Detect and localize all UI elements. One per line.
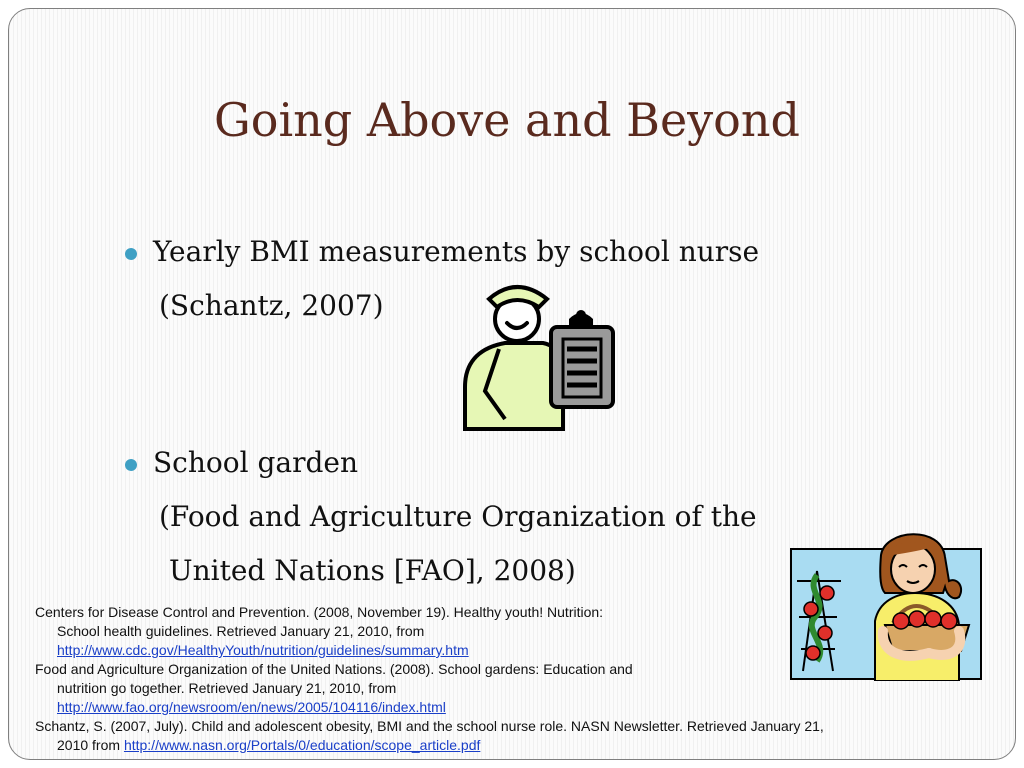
- bullet-garden-citation-line2: United Nations [FAO], 2008): [169, 554, 576, 587]
- bullet-bmi-text: Yearly BMI measurements by school nurse: [153, 235, 760, 268]
- reference-line: Food and Agriculture Organization of the United Nations. (2008). School gardens: Education and: [35, 661, 633, 677]
- bullet-garden-text: School garden: [153, 446, 358, 479]
- reference-link-nasn[interactable]: http://www.nasn.org/Portals/0/education/scope_article.pdf: [123, 737, 481, 753]
- bullet-bmi-citation: (Schantz, 2007): [159, 289, 384, 322]
- reference-link-cdc[interactable]: http://www.cdc.gov/HealthyYouth/nutrition/guidelines/summary.htm: [57, 642, 469, 658]
- school-nurse-clipart-icon: [455, 279, 617, 435]
- reference-line: School health guidelines. Retrieved January 21, 2010, from: [57, 623, 425, 639]
- bullet-garden-citation-line1: (Food and Agriculture Organization of the: [159, 500, 757, 533]
- reference-line: 2010 from: [57, 737, 121, 753]
- bullet-garden: [153, 446, 358, 479]
- reference-line: nutrition go together. Retrieved January 21, 2010, from: [57, 680, 397, 696]
- reference-line: Centers for Disease Control and Prevention. (2008, November 19). Healthy youth! Nutrition:: [35, 604, 604, 620]
- bullet-dot-icon: [125, 459, 137, 471]
- reference-link-fao[interactable]: http://www.fao.org/newsroom/en/news/2005/104116/index.html: [57, 699, 446, 715]
- reference-line: Schantz, S. (2007, July). Child and adolescent obesity, BMI and the school nurse role. NASN Newsletter. Retrieved January 21,: [35, 718, 824, 734]
- slide-title: Going Above and Beyond: [214, 93, 800, 147]
- bullet-bmi: [153, 235, 759, 268]
- slide: [8, 8, 1016, 760]
- references: [35, 603, 824, 755]
- bullet-dot-icon: [125, 248, 137, 260]
